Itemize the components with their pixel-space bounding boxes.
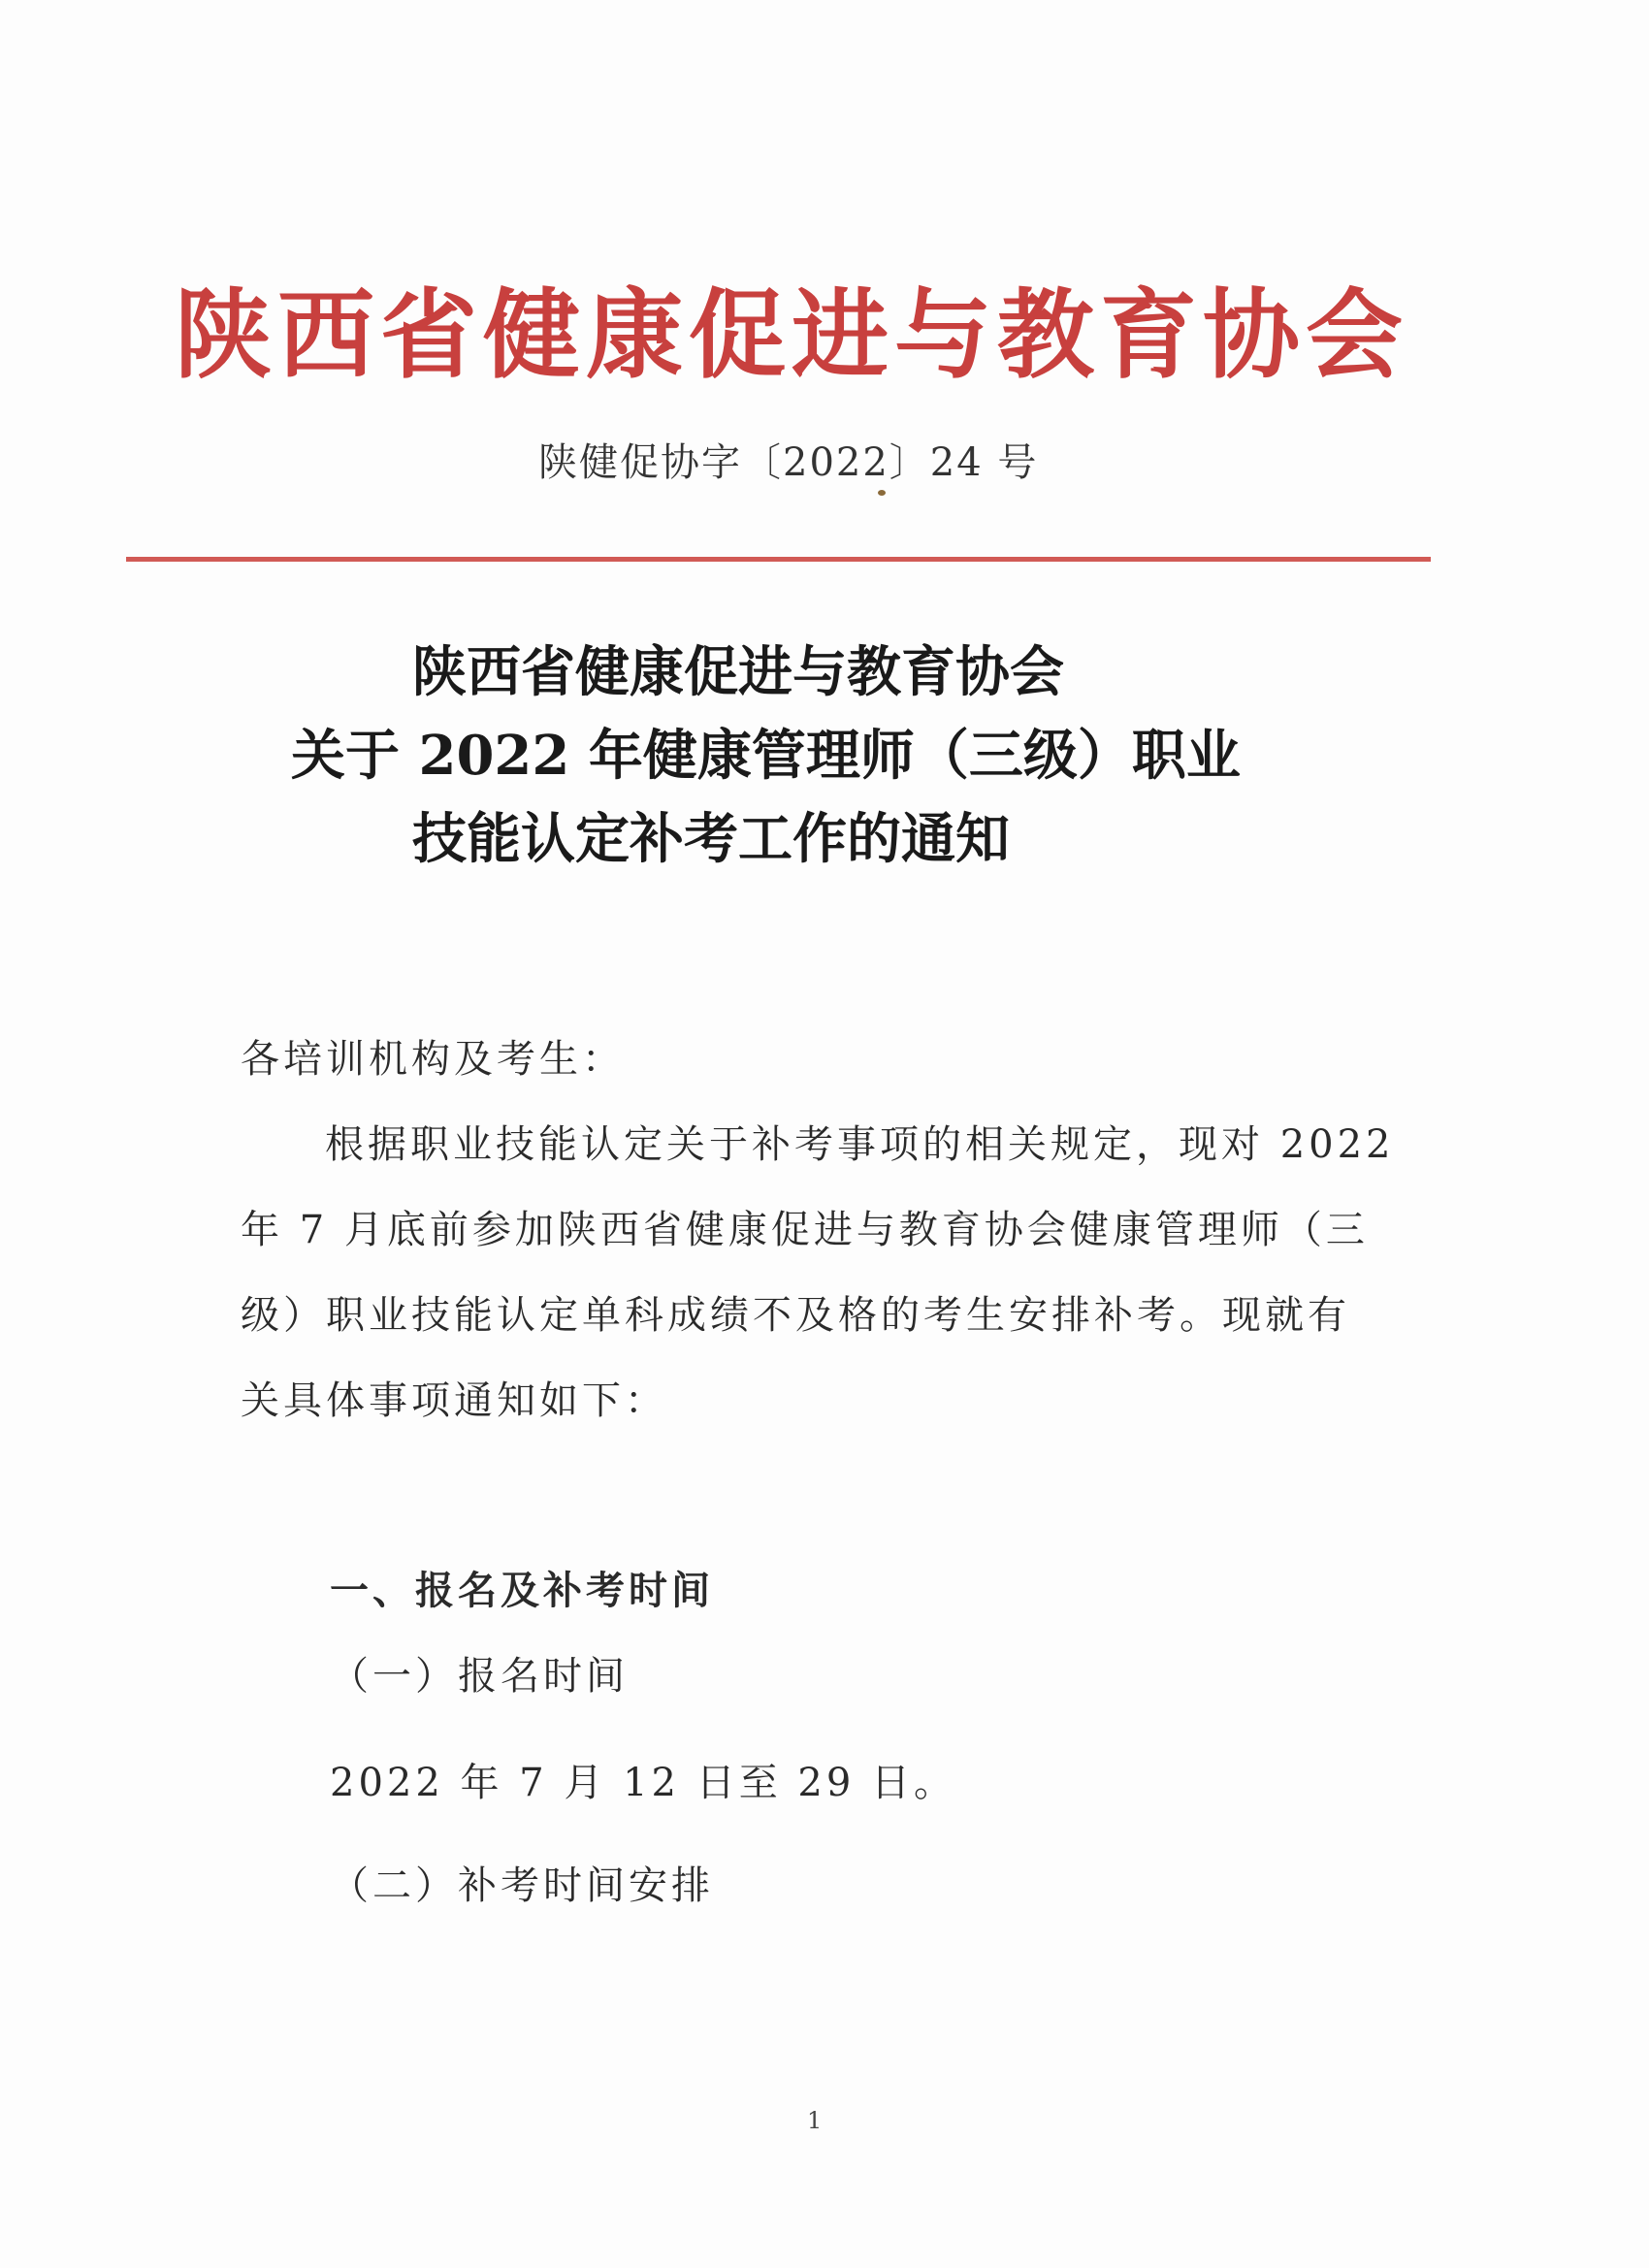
page-number: 1 [807,2107,823,2134]
title-line-1: 陕西省健康促进与教育协会 [412,640,1064,704]
section-heading-1: 一、报名及补考时间 [330,1568,714,1613]
registration-dates: 2022 年 7 月 12 日至 29 日。 [330,1761,957,1805]
paragraph-line: 关具体事项通知如下： [241,1378,667,1423]
paragraph-line: 级）职业技能认定单科成绩不及格的考生安排补考。现就有 [241,1293,1350,1338]
subsection-heading-1: （一）报名时间 [330,1654,629,1699]
scan-speck [878,490,886,496]
red-divider-rule [126,557,1431,562]
subsection-heading-2: （二）补考时间安排 [330,1863,714,1908]
title-line-3: 技能认定补考工作的通知 [412,807,1010,871]
org-header-title: 陕西省健康促进与教育协会 [175,277,1408,392]
paragraph-line: 根据职业技能认定关于补考事项的相关规定，现对 2022 [325,1122,1395,1167]
paragraph-line: 年 7 月底前参加陕西省健康促进与教育协会健康管理师（三 [241,1208,1369,1252]
salutation: 各培训机构及考生： [241,1037,625,1082]
document-number: 陕健促协字〔2022〕24 号 [538,440,1039,485]
title-line-2: 关于 2022 年健康管理师（三级）职业 [291,724,1241,788]
